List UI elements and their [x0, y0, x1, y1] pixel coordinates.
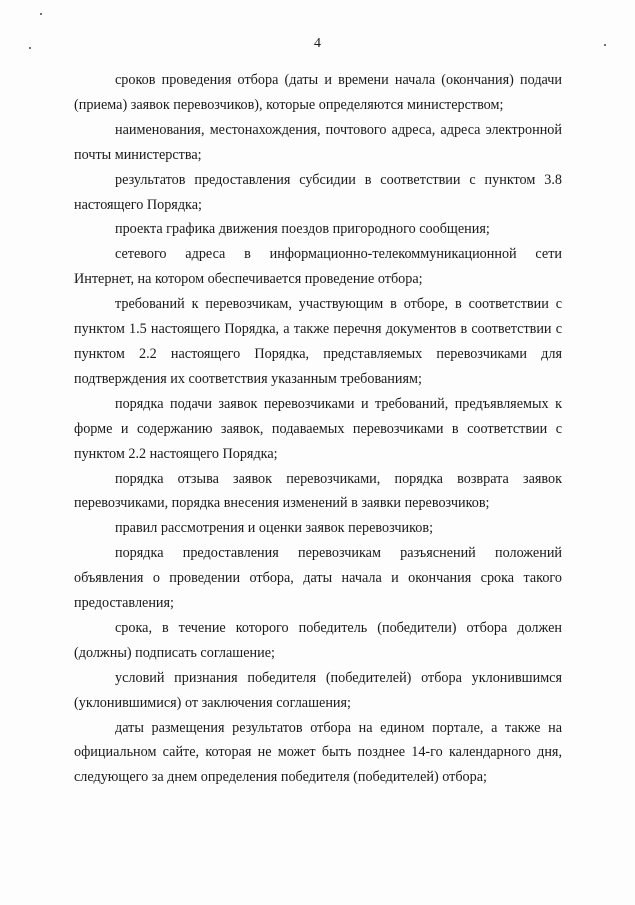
paragraph: требований к перевозчикам, участвующим в отборе, в соответствии с пунктом 1.5 настоящего Порядка, а также перечня документов в соответствии с пунктом 2.2 настоящего Порядка, представляемых перевозчиками для подтверждения их соответствия указанным требованиям; — [74, 296, 562, 387]
paragraph: проекта графика движения поездов пригородного сообщения; — [115, 221, 490, 238]
paragraph: порядка отзыва заявок перевозчиками, порядка возврата заявок перевозчиками, порядка внесения изменений в заявки перевозчиков; — [74, 470, 562, 512]
paragraph: порядка предоставления перевозчикам разъяснений положений объявления о проведении отбора, даты начала и окончания срока такого предоставления; — [74, 545, 562, 612]
paragraph: условий признания победителя (победителей) отбора уклонившимся (уклонившимися) от заключения соглашения; — [74, 669, 562, 711]
paragraph: срока, в течение которого победитель (победители) отбора должен (должны) подписать соглашение; — [74, 619, 562, 661]
paragraph: наименования, местонахождения, почтового адреса, адреса электронной почты министерства; — [74, 121, 562, 163]
paragraph: порядка подачи заявок перевозчиками и требований, предъявляемых к форме и содержанию заявок, подаваемых перевозчиками в соответствии с пунктом 2.2 настоящего Порядка; — [74, 395, 562, 462]
paragraph: правил рассмотрения и оценки заявок перевозчиков; — [115, 520, 434, 537]
paragraph: сроков проведения отбора (даты и времени начала (окончания) подачи (приема) заявок перевозчиков), которые определяются министерством; — [74, 72, 562, 113]
paragraph: даты размещения результатов отбора на едином портале, а также на официальном сайте, которая не может быть позднее 14-го календарного дня, следующего за днем определения победителя (победителей) отбора; — [74, 719, 562, 786]
paragraph: сетевого адреса в информационно-телекоммуникационной сети Интернет, на котором обеспечивается проведение отбора; — [74, 246, 562, 288]
page-number: 4 — [314, 36, 321, 51]
document-body — [74, 68, 562, 790]
scan-speck — [40, 13, 42, 15]
paragraph: результатов предоставления субсидии в соответствии с пунктом 3.8 настоящего Порядка; — [74, 171, 562, 213]
